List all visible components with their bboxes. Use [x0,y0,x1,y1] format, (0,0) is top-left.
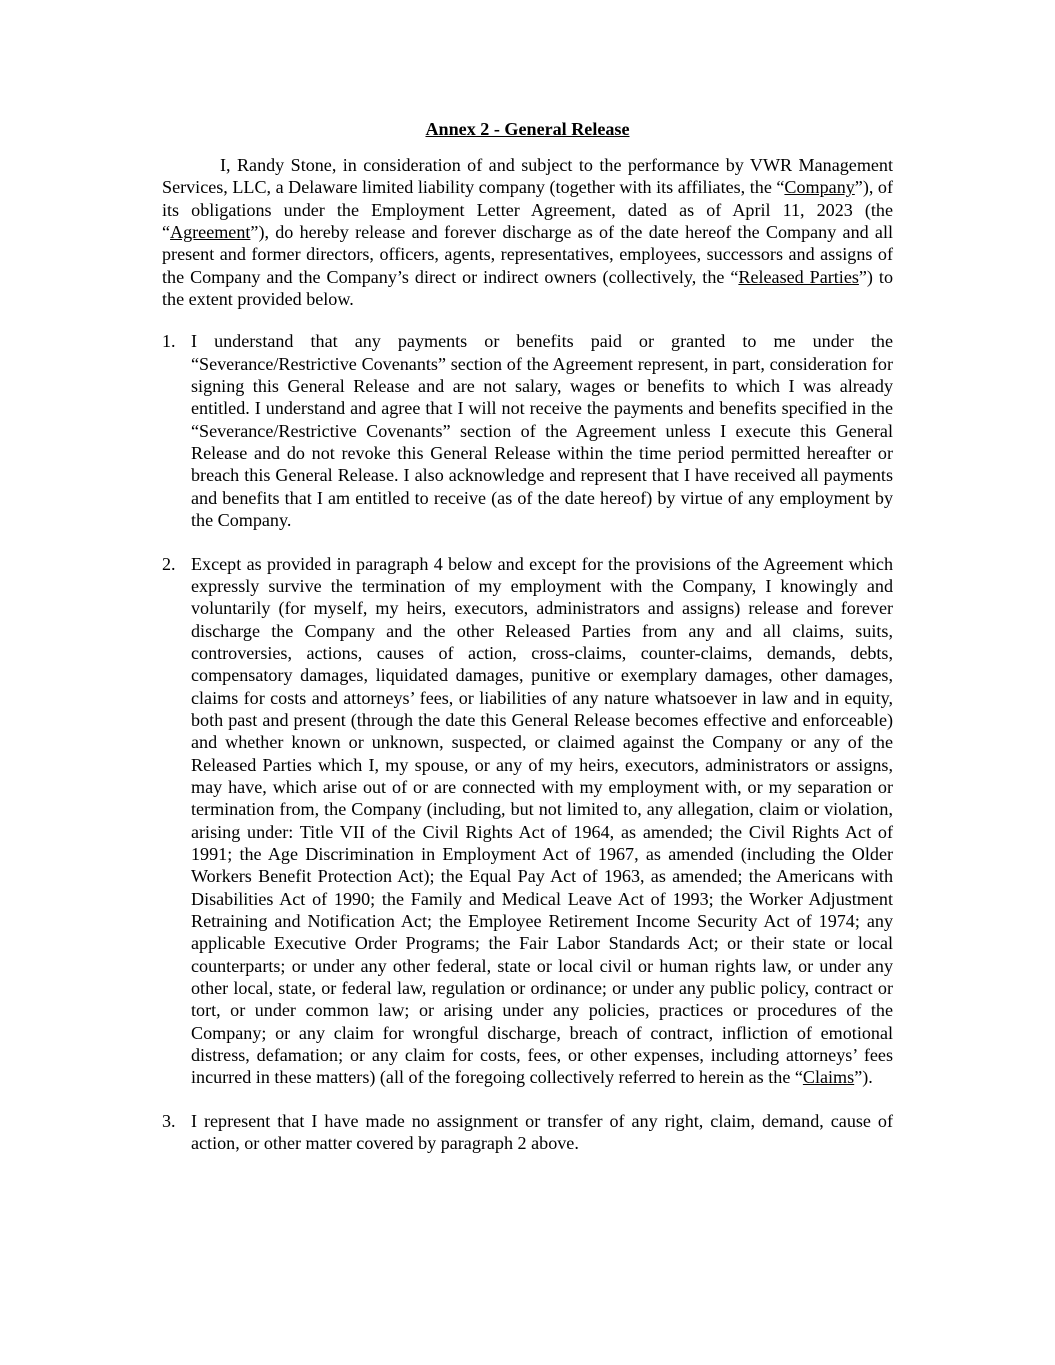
paragraph-number: 1. [162,331,176,352]
page-title: Annex 2 - General Release [425,119,630,139]
defined-term-released-parties: Released Parties [738,266,859,287]
paragraph-number: 2. [162,553,176,574]
document-page [162,115,893,1175]
numbered-paragraph-3 [162,1110,893,1155]
paragraph-text: I represent that I have made no assignment or transfer of any right, claim, demand, cause of action, or other matter covered by paragraph 2 above. [191,1110,893,1154]
paragraph-text: Except as provided in paragraph 4 below and except for the provisions of the Agreement which expressly survive the termination of my employment with the Company, I knowingly and voluntarily (for myself, my heirs, executors, administrators and assigns) release and forever discharge the Company and the other Released Parties from any and all claims, suits, controversies, actions, causes of action, cross-claims, counter-claims, demands, debts, compensatory damages, liquidated damages, punitive or exemplary damages, other damages, claims for costs and attorneys’ fees, or liabilities of any nature whatsoever in law and in equity, both past and present (through the date this General Release becomes effective and enforceable) and whether known or unknown, suspected, or claimed against the Company or any of the Released Parties which I, my spouse, or any of my heirs, executors, administrators or assigns, may have, which arise out of or are connected with my employment with, or my separation or termination from, the Company (including, but not limited to, any allegation, claim or violation, arising under: Title VII of the Civil Rights Act of 1964, as amended; the Civil Rights Act of 1991; the Age Discrimination in Employment Act of 1967, as amended (including the Older Workers Benefit Protection Act); the Equal Pay Act of 1963, as amended; the Americans with Disabilities Act of 1990; the Family and Medical Leave Act of 1993; the Worker Adjustment Retraining and Notification Act; the Employee Retirement Income Security Act of 1974; any applicable Executive Order Programs; the Fair Labor Standards Act; or their state or local counterparts; or under any other federal, state or local civil or human rights law, or under any other local, state, or federal law, regulation or ordinance; or under any public policy, contract or tort, or under common law; or arising under any policies, practices or procedures of the Company; or any claim for wrongful discharge, breach of contract, infliction of emotional distress, defamation; or any claim for costs, fees, or other expenses, including attorneys’ fees incurred in these matters) (all of the foregoing collectively referred to herein as the “ [191,553,893,1088]
defined-term-agreement: Agreement [170,222,251,243]
intro-text-part-1: I, Randy Stone, in consideration of and subject to the performance by VWR Management Services, LLC, a Delaware limited liability company (together with its affiliates, the “ [162,155,893,198]
numbered-paragraph-list [162,330,893,1154]
intro-text-part-3: ”), do hereby release and forever discharge as of the date hereof the Company and all present and former directors, officers, agents, representatives, employees, successors and assigns of the Company and the Company’s direct or indirect owners (collectively, the “ [162,222,893,287]
defined-term-company: Company [784,177,855,198]
numbered-paragraph-2 [162,553,893,1089]
defined-term-claims: Claims [802,1067,855,1088]
paragraph-text-end: ”). [854,1067,873,1088]
numbered-paragraph-1 [162,330,893,531]
intro-text-part-4: ”) to the extent provided below. [162,266,893,310]
intro-text-part-2: ”), of its obligations under the Employment Letter Agreement, dated as of April 11, 2023 (the “ [162,177,893,243]
paragraph-text: I understand that any payments or benefits paid or granted to me under the “Severance/Restrictive Covenants” section of the Agreement represent, in part, consideration for signing this General Release and are not salary, wages or benefits to which I was already entitled. I understand and agree that I will not receive the payments and benefits specified in the “Severance/Restrictive Covenants” section of the Agreement unless I execute this General Release and do not revoke this General Release within the time period permitted hereafter or breach this General Release. I also acknowledge and represent that I have received all payments and benefits that I am entitled to receive (as of the date hereof) by virtue of any employment by the Company. [191,331,893,531]
paragraph-number: 3. [162,1110,176,1131]
intro-paragraph [162,154,893,310]
